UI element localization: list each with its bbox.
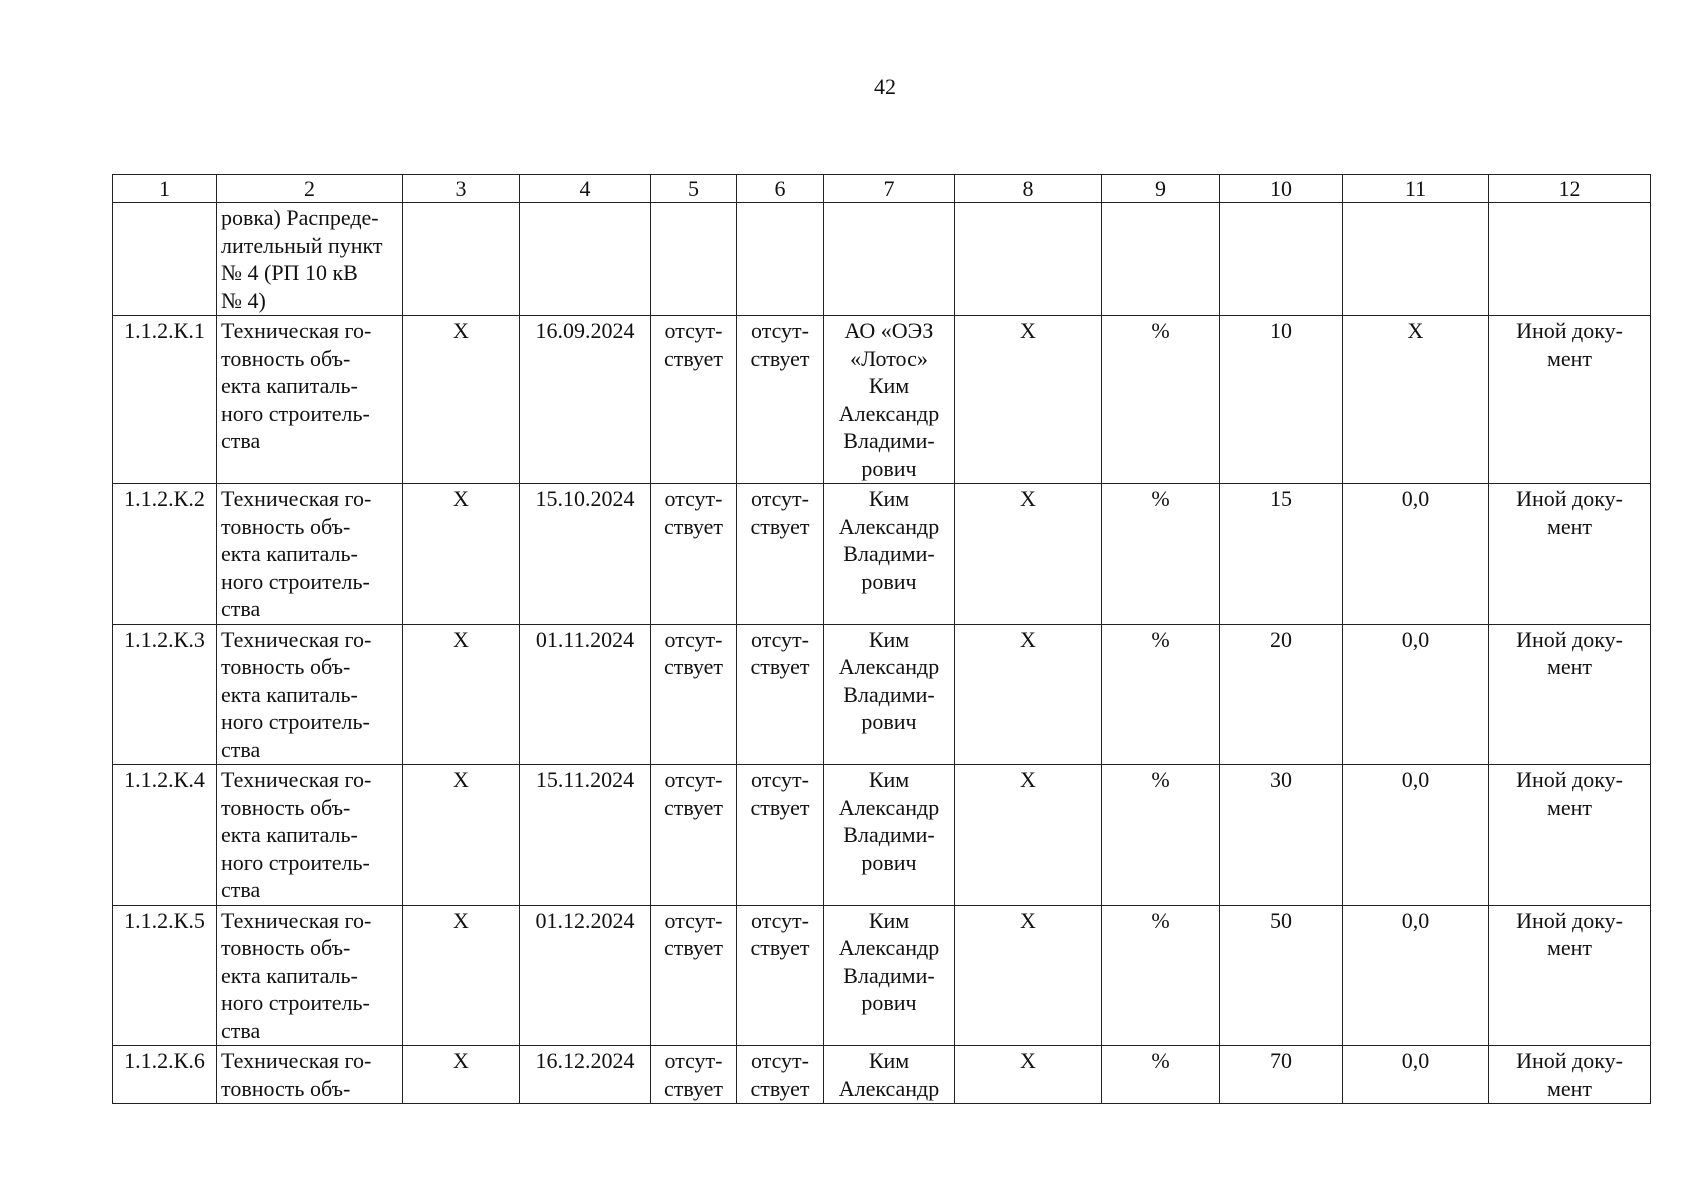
indicator-name [217,203,403,316]
confirming-document-line: мент [1546,654,1593,679]
responsible-person [824,624,955,765]
indicator-name [217,484,403,625]
control-date: 15.11.2024 [520,765,651,906]
column-6-value-line: ствует [750,345,810,371]
column-5-value [651,203,737,316]
table-row [113,765,1651,906]
indicator-name-line: екта капиталь- [221,962,358,988]
column-6-value-line: отсут- [750,318,809,343]
confirming-document [1489,905,1651,1046]
column-number-4: 4 [520,175,651,203]
confirming-document-line: Иной доку- [1516,318,1623,343]
indicator-name-line: товность объ- [221,345,351,371]
indicator-name-line: товность объ- [221,1075,351,1101]
responsible-person-line: Александр [838,935,940,960]
planned-value: 70 [1220,1046,1343,1104]
column-8-mark: X [955,905,1102,1046]
indicator-name-line: Техническая го- [221,318,372,343]
planned-value: 10 [1220,316,1343,484]
control-date [520,203,651,316]
table-row [113,624,1651,765]
indicator-name-line: Техническая го- [221,1048,372,1073]
indicator-name-line: Техническая го- [221,907,372,933]
column-number-10: 10 [1220,175,1343,203]
column-number-5: 5 [651,175,737,203]
planned-value: 30 [1220,765,1343,906]
indicator-name-line: № 4 (РП 10 кВ [221,260,358,285]
planned-value: 50 [1220,905,1343,1046]
column-6-value-line: отсут- [750,626,809,652]
column-6-value-line: ствует [750,794,810,820]
confirming-document-line: Иной доку- [1516,486,1623,511]
column-6-value-line: ствует [750,935,810,960]
row-code [113,203,217,316]
indicator-name-line: ства [221,428,261,453]
column-5-value [651,765,737,906]
column-3-mark: X [403,1046,520,1104]
responsible-person-line: «Лотос» [850,345,928,371]
indicator-name [217,765,403,906]
confirming-document [1489,624,1651,765]
column-11-value: 0,0 [1343,765,1489,906]
responsible-person-line: Владими- [843,681,935,707]
planned-value [1220,203,1343,316]
column-6-value-line: отсут- [750,767,809,792]
column-3-mark: X [403,765,520,906]
column-number-1: 1 [113,175,217,203]
column-number-11: 11 [1343,175,1489,203]
confirming-document-line: Иной доку- [1516,767,1623,792]
indicator-name [217,316,403,484]
indicator-name-line: ства [221,1017,261,1043]
responsible-person-line: Александр [838,513,940,539]
column-6-value [737,765,824,906]
column-11-value: 0,0 [1343,1046,1489,1104]
column-number-8: 8 [955,175,1102,203]
responsible-person-line: Ким [868,486,910,511]
responsible-person-line: Ким [868,373,910,398]
unit-of-measure: % [1102,484,1220,625]
confirming-document-line: мент [1546,794,1593,820]
responsible-person-line: Владими- [843,428,935,453]
column-6-value [737,624,824,765]
column-5-value-line: ствует [663,513,724,539]
responsible-person [824,203,955,316]
page-number: 42 [874,74,896,99]
column-8-mark: X [955,1046,1102,1104]
indicator-name-line: товность объ- [221,654,351,679]
column-5-value [651,905,737,1046]
column-5-value-line: отсут- [664,626,723,652]
indicator-name-line: ровка) Распреде- [221,205,379,230]
unit-of-measure: % [1102,1046,1220,1104]
column-8-mark: X [955,316,1102,484]
indicator-name-line: ного строитель- [221,990,370,1015]
column-11-value [1343,203,1489,316]
responsible-person-line: Ким [868,767,910,792]
indicator-name-line: ства [221,596,261,621]
table-row [113,1046,1651,1104]
control-date: 16.09.2024 [520,316,651,484]
control-date: 16.12.2024 [520,1046,651,1104]
unit-of-measure: % [1102,624,1220,765]
indicator-name-line: ства [221,736,261,762]
column-6-value-line: отсут- [750,907,809,933]
column-8-mark: X [955,484,1102,625]
indicator-name-line: товность объ- [221,513,351,539]
confirming-document-line: Иной доку- [1516,626,1623,652]
responsible-person-line: рович [861,455,917,481]
column-number-7: 7 [824,175,955,203]
column-number-3: 3 [403,175,520,203]
column-5-value [651,484,737,625]
responsible-person-line: Ким [868,1048,910,1073]
responsible-person-line: Владими- [843,822,935,847]
indicator-name-line: ного строитель- [221,400,370,426]
responsible-person-line: рович [861,568,917,594]
confirming-document [1489,203,1651,316]
planned-value: 15 [1220,484,1343,625]
indicator-name [217,624,403,765]
indicator-name-line: екта капиталь- [221,822,358,847]
column-5-value-line: ствует [663,1075,724,1101]
indicator-name-line: ства [221,877,261,902]
row-code: 1.1.2.К.3 [113,624,217,765]
column-3-mark: X [403,624,520,765]
indicator-name-line: екта капиталь- [221,373,358,398]
indicator-name-line: лительный пункт [221,232,383,258]
column-6-value [737,484,824,625]
responsible-person [824,316,955,484]
column-11-value: 0,0 [1343,484,1489,625]
column-number-row [113,175,1651,203]
column-number-12: 12 [1489,175,1651,203]
unit-of-measure [1102,203,1220,316]
responsible-person [824,905,955,1046]
column-6-value-line: ствует [750,1075,810,1101]
table-row [113,203,1651,316]
responsible-person-line: Ким [868,907,910,933]
column-11-value: X [1343,316,1489,484]
confirming-document [1489,316,1651,484]
confirming-document-line: Иной доку- [1516,1048,1623,1073]
column-number-9: 9 [1102,175,1220,203]
responsible-person-line: рович [861,849,917,875]
column-5-value-line: отсут- [664,767,723,792]
column-5-value-line: ствует [663,345,724,371]
column-5-value-line: ствует [663,935,724,960]
indicator-name-line: Техническая го- [221,626,372,652]
responsible-person-line: Александр [838,654,940,679]
indicator-name-line: Техническая го- [221,486,372,511]
row-code: 1.1.2.К.4 [113,765,217,906]
unit-of-measure: % [1102,316,1220,484]
responsible-person [824,765,955,906]
column-3-mark [403,203,520,316]
indicator-name-line: № 4) [221,287,266,313]
column-6-value-line: ствует [750,654,810,679]
control-date: 01.12.2024 [520,905,651,1046]
control-date: 15.10.2024 [520,484,651,625]
confirming-document-line: Иной доку- [1516,907,1623,933]
confirming-document [1489,765,1651,906]
responsible-person-line: Александр [838,1075,940,1101]
responsible-person-line: рович [861,990,917,1015]
confirming-document-line: мент [1546,345,1593,371]
responsible-person [824,1046,955,1104]
column-5-value-line: ствует [663,794,724,820]
column-3-mark: X [403,316,520,484]
column-5-value [651,316,737,484]
planned-value: 20 [1220,624,1343,765]
indicator-name-line: товность объ- [221,935,351,960]
indicator-name-line: екта капиталь- [221,681,358,707]
responsible-person-line: Владими- [843,541,935,566]
column-8-mark [955,203,1102,316]
column-number-6: 6 [737,175,824,203]
indicator-name-line: ного строитель- [221,568,370,594]
responsible-person-line: Александр [838,400,940,426]
indicator-name-line: екта капиталь- [221,541,358,566]
responsible-person-line: Ким [868,626,910,652]
row-code: 1.1.2.К.6 [113,1046,217,1104]
row-code: 1.1.2.К.1 [113,316,217,484]
column-8-mark: X [955,624,1102,765]
column-number-2: 2 [217,175,403,203]
column-11-value: 0,0 [1343,624,1489,765]
responsible-person-line: рович [861,709,917,734]
confirming-document-line: мент [1546,1075,1593,1101]
responsible-person [824,484,955,625]
table-row [113,905,1651,1046]
responsible-person-line: Владими- [843,962,935,988]
confirming-document-line: мент [1546,513,1593,539]
indicator-name [217,905,403,1046]
column-6-value [737,316,824,484]
responsible-person-line: АО «ОЭЗ [844,318,934,343]
column-6-value [737,1046,824,1104]
table-row [113,316,1651,484]
register-table [112,174,1651,1104]
unit-of-measure: % [1102,765,1220,906]
column-5-value-line: ствует [663,654,724,679]
column-5-value-line: отсут- [664,318,723,343]
column-5-value-line: отсут- [664,486,723,511]
confirming-document [1489,484,1651,625]
column-8-mark: X [955,765,1102,906]
column-6-value-line: ствует [750,513,810,539]
column-5-value-line: отсут- [664,907,723,933]
indicator-name-line: Техническая го- [221,767,372,792]
unit-of-measure: % [1102,905,1220,1046]
column-6-value-line: отсут- [750,486,809,511]
column-6-value [737,905,824,1046]
indicator-name-line: ного строитель- [221,849,370,875]
column-5-value [651,1046,737,1104]
column-3-mark: X [403,905,520,1046]
column-5-value-line: отсут- [664,1048,723,1073]
column-5-value [651,624,737,765]
row-code: 1.1.2.К.2 [113,484,217,625]
responsible-person-line: Александр [838,794,940,820]
column-11-value: 0,0 [1343,905,1489,1046]
table-row [113,484,1651,625]
indicator-name-line: ного строитель- [221,709,370,734]
row-code: 1.1.2.К.5 [113,905,217,1046]
column-6-value [737,203,824,316]
column-6-value-line: отсут- [750,1048,809,1073]
indicator-name [217,1046,403,1104]
column-3-mark: X [403,484,520,625]
indicator-name-line: товность объ- [221,794,351,820]
control-date: 01.11.2024 [520,624,651,765]
confirming-document-line: мент [1546,935,1593,960]
confirming-document [1489,1046,1651,1104]
